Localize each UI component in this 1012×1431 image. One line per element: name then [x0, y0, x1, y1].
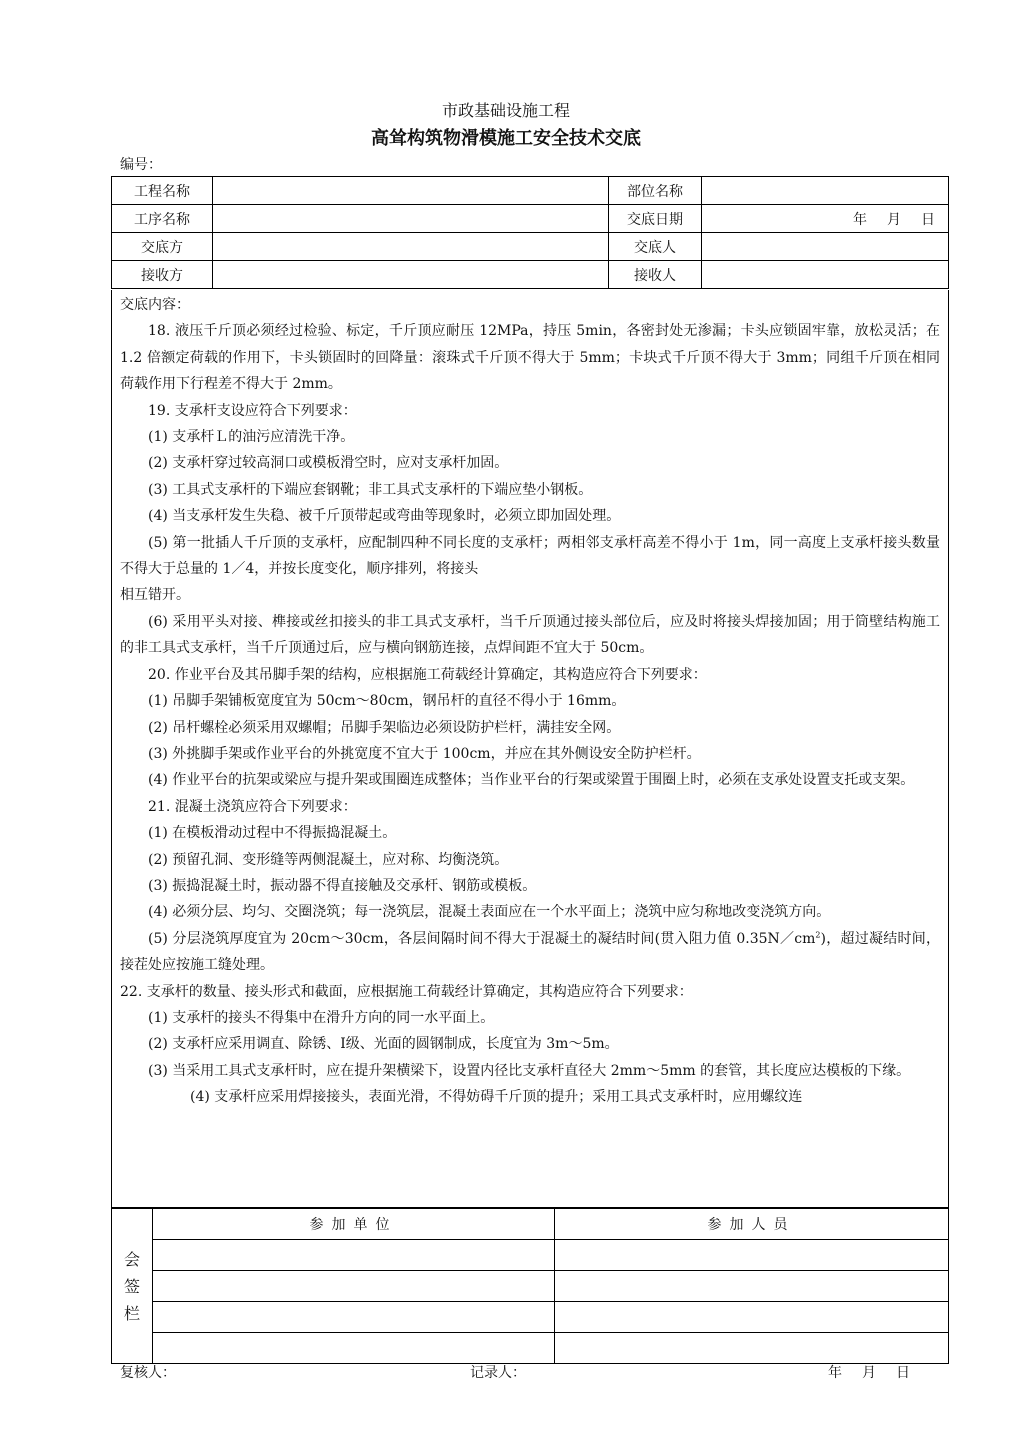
receiver-party-label: 接收方 — [112, 261, 213, 289]
content-heading: 交底内容： — [120, 297, 190, 313]
receiver-person-label: 接收人 — [609, 261, 702, 289]
receiver-party-field[interactable] — [213, 261, 609, 289]
clause-20-3: (3) 外挑脚手架或作业平台的外挑宽度不宜大于 100cm，并应在其外侧设安全防护栏杆。 — [148, 745, 701, 762]
clause-22-2: (2) 支承杆应采用调直、除锈、Ⅰ级、光面的圆钢制成，长度宜为 3m～5m。 — [148, 1036, 619, 1053]
superscript-2: 2 — [815, 930, 821, 940]
content-body — [120, 292, 940, 1111]
clause-21-5-text-a: (5) 分层浇筑厚度宜为 20cm～30cm，各层间隔时间不得大于混凝土的凝结时间(贯入阻力值 0.35N／cm — [148, 930, 816, 947]
handover-person-field[interactable] — [702, 233, 949, 261]
footer-date-label: 年 月 日 — [828, 1365, 913, 1381]
sign-label-text: 会签栏 — [124, 1249, 141, 1323]
project-name-label: 工程名称 — [112, 177, 213, 205]
person-cell[interactable] — [555, 1302, 949, 1333]
recorder-label: 记录人： — [470, 1365, 526, 1381]
info-row — [112, 177, 949, 205]
person-cell[interactable] — [555, 1333, 949, 1364]
handover-party-field[interactable] — [213, 233, 609, 261]
clause-21-3: (3) 振捣混凝土时，振动器不得直接触及交承杆、钢筋或模板。 — [148, 877, 537, 894]
clause-19-2: (2) 支承杆穿过较高洞口或模板滑空时，应对支承杆加固。 — [148, 455, 509, 472]
unit-cell[interactable] — [153, 1240, 555, 1271]
unit-cell[interactable] — [153, 1271, 555, 1302]
sign-row — [112, 1209, 949, 1240]
clause-18: 18. 液压千斤顶必须经过检验、标定，千斤顶应耐压 12MPa，持压 5min，各密封处无渗漏；卡头应锁固牢靠，放松灵活；在 1.2 倍额定荷载的作用下，卡头锁固时的回降量：滚珠式千斤顶不得大于 5mm；卡块式千斤顶不得大于 3mm；同组千斤顶在相同荷载作用下行程差不得大于 2mm。 — [120, 323, 940, 393]
process-name-field[interactable] — [213, 205, 609, 233]
unit-cell[interactable] — [153, 1302, 555, 1333]
unit-cell[interactable] — [153, 1333, 555, 1364]
sign-row — [112, 1302, 949, 1333]
clause-22-3: (3) 当采用工具式支承杆时，应在提升架横梁下，设置内径比支承杆直径大 2mm～5mm 的套管，其长度应达模板的下缘。 — [148, 1062, 911, 1079]
document-subtitle: 市政基础设施工程 — [441, 101, 570, 120]
clause-22: 22. 支承杆的数量、接头形式和截面，应根据施工荷载经计算确定，其构造应符合下列要求： — [120, 983, 693, 1000]
clause-19-1: (1) 支承杆Ｌ的油污应清洗干净。 — [148, 429, 355, 446]
sign-table — [111, 1208, 949, 1364]
clause-20-1: (1) 吊脚手架铺板宽度宜为 50cm～80cm，钢吊杆的直径不得小于 16mm。 — [148, 693, 626, 710]
serial-number-label: 编号： — [120, 157, 162, 173]
part-name-field[interactable] — [702, 177, 949, 205]
handover-date-label: 交底日期 — [609, 205, 702, 233]
handover-date-field[interactable]: 年 月 日 — [702, 205, 949, 233]
clause-21-4: (4) 必须分层、均匀、交圈浇筑；每一浇筑层，混凝土表面应在一个水平面上；浇筑中应匀称地改变浇筑方向。 — [148, 904, 831, 921]
clause-19-5-cont: 相互错开。 — [120, 587, 190, 604]
sign-label — [112, 1209, 153, 1364]
column-header-person: 参加人员 — [555, 1209, 949, 1240]
clause-19: 19. 支承杆支设应符合下列要求： — [148, 402, 357, 419]
clause-22-1: (1) 支承杆的接头不得集中在滑升方向的同一水平面上。 — [148, 1009, 495, 1026]
clause-21: 21. 混凝土浇筑应符合下列要求： — [148, 798, 357, 815]
clause-19-3: (3) 工具式支承杆的下端应套钢靴；非工具式支承杆的下端应垫小钢板。 — [148, 481, 593, 498]
clause-20: 20. 作业平台及其吊脚手架的结构，应根据施工荷载经计算确定，其构造应符合下列要求： — [148, 666, 707, 683]
clause-21-5 — [120, 926, 940, 979]
process-name-label: 工序名称 — [112, 205, 213, 233]
info-table — [111, 176, 949, 289]
clause-19-5: (5) 第一批插人千斤顶的支承杆，应配制四种不同长度的支承杆；两相邻支承杆高差不得小于 1m，同一高度上支承杆接头数量不得大于总量的 1／4，并按长度变化，顺序排列，将接头 — [120, 534, 940, 578]
column-header-unit: 参加单位 — [153, 1209, 555, 1240]
person-cell[interactable] — [555, 1271, 949, 1302]
clause-21-1: (1) 在模板滑动过程中不得振捣混凝土。 — [148, 825, 397, 842]
clause-19-6: (6) 采用平头对接、榫接或丝扣接头的非工具式支承杆，当千斤顶通过接头部位后，应及时将接头焊接加固；用于筒壁结构施工的非工具式支承杆，当千斤顶通过后，应与横向钢筋连接，点焊间距不宜大于 50cm。 — [120, 613, 940, 657]
clause-22-4: (4) 支承杆应采用焊接接头，表面光滑，不得妨碍千斤顶的提升；采用工具式支承杆时，应用螺纹连 — [190, 1089, 803, 1106]
sign-row — [112, 1333, 949, 1364]
document-title: 高耸构筑物滑模施工安全技术交底 — [371, 128, 641, 149]
project-name-field[interactable] — [213, 177, 609, 205]
person-cell[interactable] — [555, 1240, 949, 1271]
part-name-label: 部位名称 — [609, 177, 702, 205]
info-row — [112, 261, 949, 289]
clause-21-5-text-b: )，超过凝结时间，接茬处应按施工缝处理。 — [120, 930, 941, 974]
info-row — [112, 205, 949, 233]
handover-person-label: 交底人 — [609, 233, 702, 261]
clause-20-4: (4) 作业平台的抗架或梁应与提升架或围圈连成整体；当作业平台的行架或梁置于围圈上时，必须在支承处设置支托或支架。 — [148, 772, 915, 789]
sign-row — [112, 1240, 949, 1271]
sign-row — [112, 1271, 949, 1302]
receiver-person-field[interactable] — [702, 261, 949, 289]
clause-19-4: (4) 当支承杆发生失稳、被千斤顶带起或弯曲等现象时，必须立即加固处理。 — [148, 508, 621, 525]
clause-20-2: (2) 吊杆螺栓必须采用双螺帽；吊脚手架临边必须设防护栏杆，满挂安全网。 — [148, 719, 621, 736]
reviewer-label: 复核人： — [120, 1365, 176, 1381]
clause-21-2: (2) 预留孔洞、变形缝等两侧混凝土，应对称、均衡浇筑。 — [148, 851, 509, 868]
info-row — [112, 233, 949, 261]
handover-party-label: 交底方 — [112, 233, 213, 261]
